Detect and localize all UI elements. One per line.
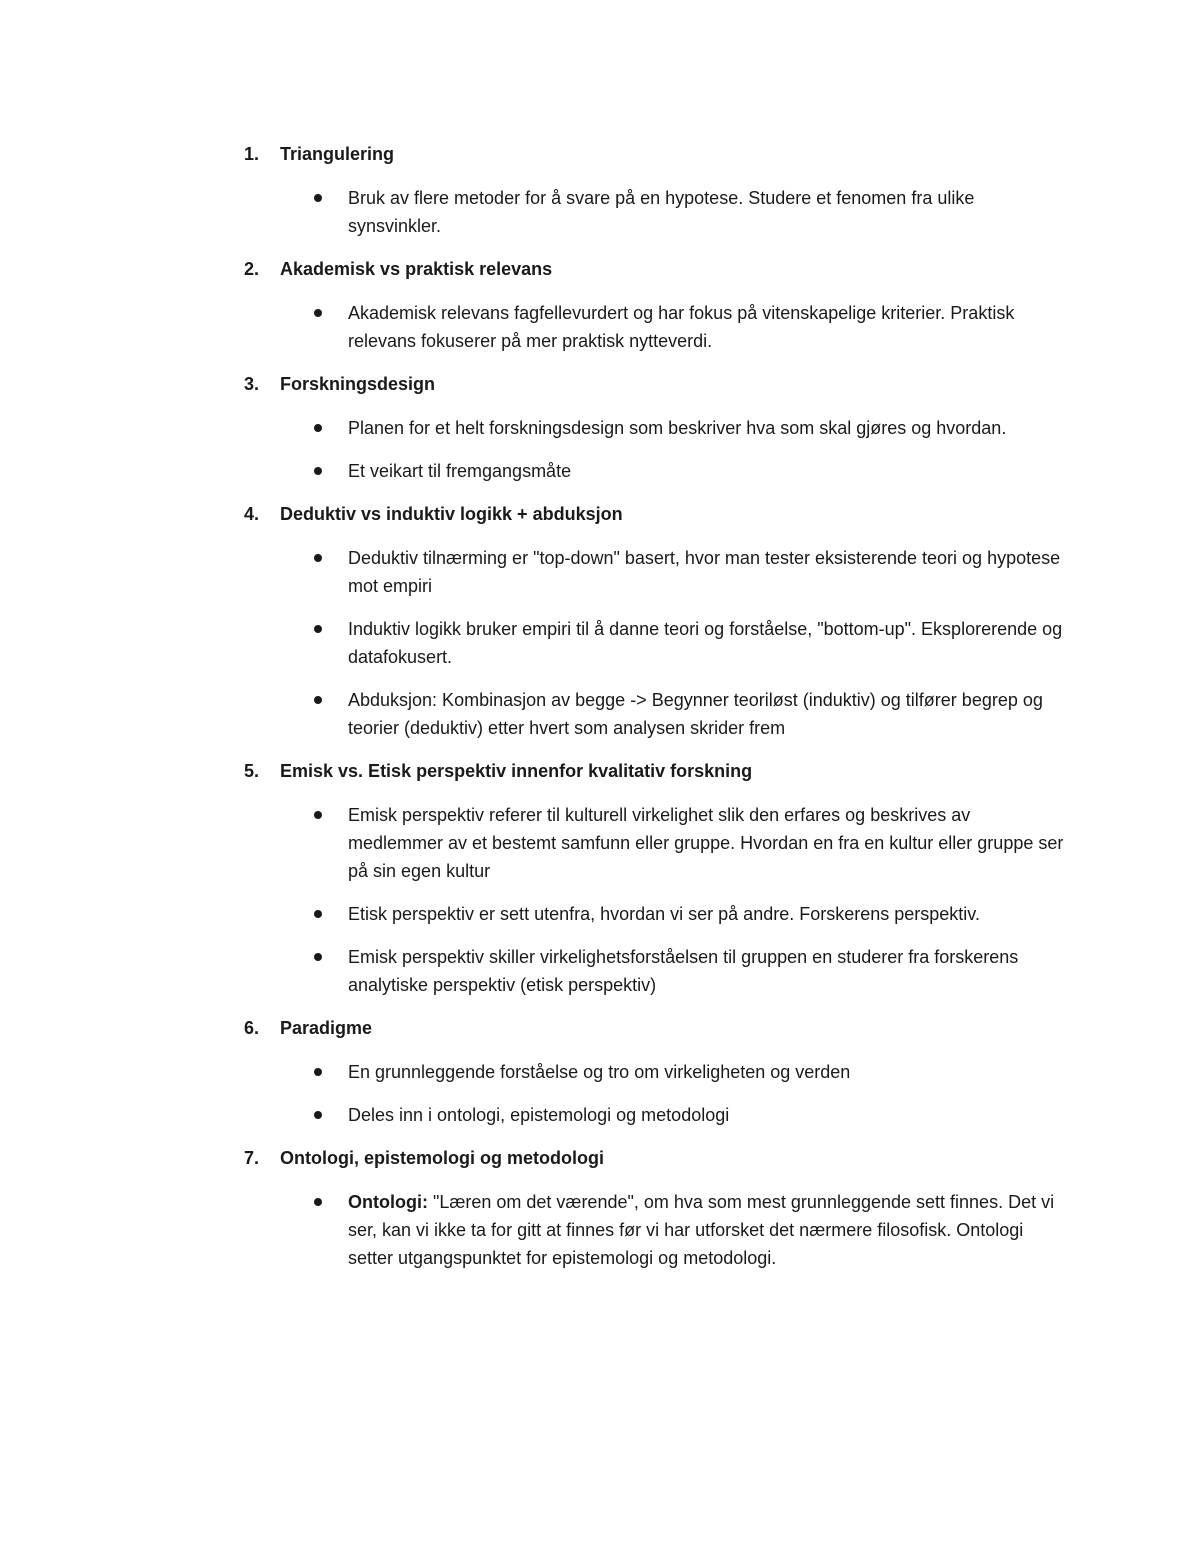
section-number: 5. — [244, 761, 260, 781]
bullet-body: Et veikart til fremgangsmåte — [348, 461, 572, 481]
bullet-text — [348, 801, 1068, 885]
bullet-text — [348, 1101, 1068, 1129]
bullet-text — [348, 457, 1068, 485]
section-heading — [244, 1144, 1074, 1172]
bullet-body: Induktiv logikk bruker empiri til å danne teori og forståelse, "bottom-up". Eksplorerende og datafokusert. — [348, 619, 1063, 667]
bullet-dot-icon — [312, 1188, 348, 1216]
section-title: Ontologi, epistemologi og metodologi — [280, 1148, 604, 1168]
section-2 — [244, 255, 1074, 355]
bullet-lead: Ontologi: — [348, 1192, 428, 1212]
bullet-item — [244, 414, 1074, 442]
bullet-text — [348, 299, 1068, 355]
bullet-text — [348, 943, 1068, 999]
bullet-body: Deduktiv tilnærming er "top-down" basert, hvor man tester eksisterende teori og hypotese mot empiri — [348, 548, 1061, 596]
bullet-item — [244, 900, 1074, 928]
section-number: 1. — [244, 144, 260, 164]
bullet-text — [348, 1058, 1068, 1086]
bullet-dot-icon — [312, 900, 348, 928]
section-title: Deduktiv vs induktiv logikk + abduksjon — [280, 504, 623, 524]
section-6 — [244, 1014, 1074, 1129]
bullet-body: Bruk av flere metoder for å svare på en hypotese. Studere et fenomen fra ulike synsvinkler. — [348, 188, 975, 236]
bullet-text — [348, 184, 1068, 240]
bullet-body: Emisk perspektiv skiller virkelighetsforståelsen til gruppen en studerer fra forskerens analytiske perspektiv (etisk perspektiv) — [348, 947, 1019, 995]
section-heading — [244, 1014, 1074, 1042]
document-content — [244, 140, 1074, 1287]
bullet-dot-icon — [312, 457, 348, 485]
bullet-body: "Læren om det værende", om hva som mest grunnleggende sett finnes. Det vi ser, kan vi ikke ta for gitt at finnes før vi har utforsket det nærmere filosofisk. Ontologi setter utgangspunktet for epistemologi og metodologi. — [348, 1192, 1055, 1268]
bullet-dot-icon — [312, 686, 348, 714]
bullet-text — [348, 1188, 1068, 1272]
section-heading — [244, 255, 1074, 283]
bullet-body: Abduksjon: Kombinasjon av begge -> Begynner teoriløst (induktiv) og tilfører begrep og teorier (deduktiv) etter hvert som analysen skrider frem — [348, 690, 1043, 738]
bullet-dot-icon — [312, 615, 348, 643]
bullet-text — [348, 686, 1068, 742]
bullet-body: Emisk perspektiv referer til kulturell virkelighet slik den erfares og beskrives av medlemmer av et bestemt samfunn eller gruppe. Hvordan en fra en kultur eller gruppe ser på sin egen kultur — [348, 805, 1064, 881]
section-1 — [244, 140, 1074, 240]
section-heading — [244, 757, 1074, 785]
bullet-item — [244, 1058, 1074, 1086]
section-4 — [244, 500, 1074, 742]
section-heading — [244, 500, 1074, 528]
bullet-text — [348, 900, 1068, 928]
bullet-item — [244, 686, 1074, 742]
bullet-item — [244, 457, 1074, 485]
section-title: Paradigme — [280, 1018, 373, 1038]
bullet-dot-icon — [312, 544, 348, 572]
bullet-dot-icon — [312, 1101, 348, 1129]
section-title: Emisk vs. Etisk perspektiv innenfor kvalitativ forskning — [280, 761, 753, 781]
section-heading — [244, 140, 1074, 168]
bullet-body: Etisk perspektiv er sett utenfra, hvordan vi ser på andre. Forskerens perspektiv. — [348, 904, 980, 924]
bullet-dot-icon — [312, 801, 348, 829]
bullet-text — [348, 414, 1068, 442]
section-number: 4. — [244, 504, 260, 524]
bullet-item — [244, 299, 1074, 355]
bullet-dot-icon — [312, 1058, 348, 1086]
bullet-item — [244, 544, 1074, 600]
bullet-item — [244, 801, 1074, 885]
bullet-dot-icon — [312, 184, 348, 212]
section-heading — [244, 370, 1074, 398]
bullet-dot-icon — [312, 414, 348, 442]
bullet-dot-icon — [312, 299, 348, 327]
bullet-text — [348, 615, 1068, 671]
bullet-body: Akademisk relevans fagfellevurdert og har fokus på vitenskapelige kriterier. Praktisk relevans fokuserer på mer praktisk nytteverdi. — [348, 303, 1015, 351]
bullet-item — [244, 1188, 1074, 1272]
section-number: 2. — [244, 259, 260, 279]
bullet-body: En grunnleggende forståelse og tro om virkeligheten og verden — [348, 1062, 851, 1082]
section-title: Forskningsdesign — [280, 374, 436, 394]
bullet-text — [348, 544, 1068, 600]
bullet-item — [244, 1101, 1074, 1129]
section-number: 7. — [244, 1148, 260, 1168]
section-number: 6. — [244, 1018, 260, 1038]
bullet-body: Planen for et helt forskningsdesign som beskriver hva som skal gjøres og hvordan. — [348, 418, 1007, 438]
section-title: Akademisk vs praktisk relevans — [280, 259, 553, 279]
section-title: Triangulering — [280, 144, 395, 164]
bullet-body: Deles inn i ontologi, epistemologi og metodologi — [348, 1105, 730, 1125]
section-3 — [244, 370, 1074, 485]
bullet-dot-icon — [312, 943, 348, 971]
section-number: 3. — [244, 374, 260, 394]
section-7 — [244, 1144, 1074, 1272]
bullet-item — [244, 615, 1074, 671]
bullet-item — [244, 943, 1074, 999]
section-5 — [244, 757, 1074, 999]
bullet-item — [244, 184, 1074, 240]
